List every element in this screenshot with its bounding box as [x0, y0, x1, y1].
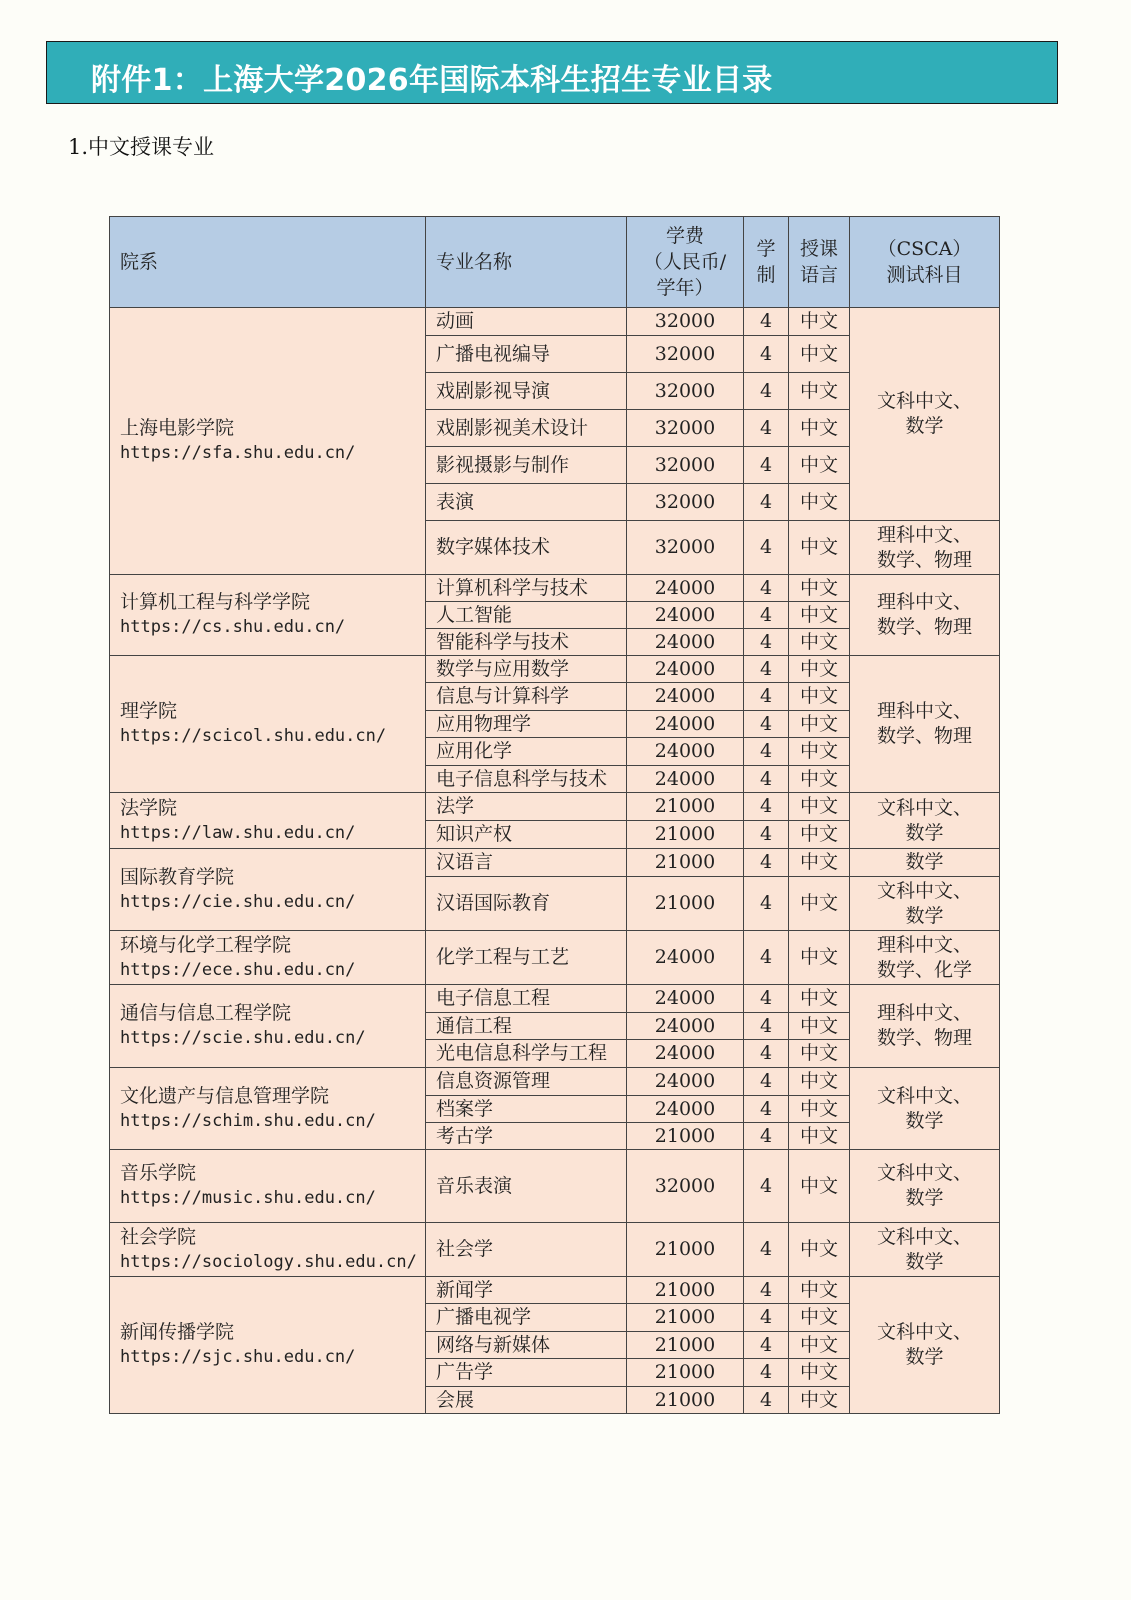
major-name: 表演 [426, 484, 627, 521]
teaching-language: 中文 [789, 1068, 850, 1096]
major-catalog-table [109, 216, 1000, 1414]
table-row [110, 1150, 1000, 1223]
dept-name: 新闻传播学院 [120, 1321, 235, 1343]
teaching-language: 中文 [789, 336, 850, 373]
test-subjects [850, 849, 1000, 877]
tuition-fee: 21000 [627, 1123, 744, 1150]
major-name: 戏剧影视导演 [426, 373, 627, 410]
table-row [110, 308, 1000, 336]
test-subject-line: 数学 [905, 1250, 944, 1273]
test-subjects [850, 1068, 1000, 1150]
test-subjects [850, 931, 1000, 985]
major-name: 信息资源管理 [426, 1068, 627, 1096]
dept-url-link[interactable]: https://scie.shu.edu.cn/ [120, 1028, 366, 1048]
dept-cell [110, 849, 426, 931]
study-years: 4 [744, 602, 789, 629]
dept-cell [110, 656, 426, 793]
tuition-fee: 24000 [627, 656, 744, 683]
teaching-language: 中文 [789, 1040, 850, 1068]
teaching-language: 中文 [789, 1277, 850, 1304]
dept-name: 通信与信息工程学院 [120, 1002, 292, 1024]
teaching-language: 中文 [789, 1359, 850, 1387]
test-subject-line: 文科中文、 [876, 1321, 972, 1343]
teaching-language: 中文 [789, 766, 850, 793]
tuition-fee: 21000 [627, 821, 744, 849]
tuition-fee: 24000 [627, 1040, 744, 1068]
teaching-language: 中文 [789, 738, 850, 766]
study-years: 4 [744, 821, 789, 849]
test-subject-line: 数学、物理 [876, 1027, 972, 1049]
table-row [110, 985, 1000, 1013]
teaching-language: 中文 [789, 484, 850, 521]
teaching-language: 中文 [789, 447, 850, 484]
major-name: 广播电视学 [426, 1304, 627, 1332]
major-name: 音乐表演 [426, 1150, 627, 1223]
tuition-fee: 21000 [627, 793, 744, 821]
test-subjects [850, 1150, 1000, 1223]
tuition-fee: 21000 [627, 1223, 744, 1277]
tuition-fee: 24000 [627, 985, 744, 1013]
header-fee: 学费 （人民币/ 学年） [627, 217, 744, 308]
teaching-language: 中文 [789, 1013, 850, 1040]
major-name: 汉语言 [426, 849, 627, 877]
study-years: 4 [744, 1068, 789, 1096]
teaching-language: 中文 [789, 683, 850, 711]
dept-name: 环境与化学工程学院 [120, 933, 292, 956]
test-subject-line: 理科中文、 [876, 700, 972, 722]
table-row [110, 575, 1000, 602]
dept-cell [110, 793, 426, 849]
study-years: 4 [744, 1013, 789, 1040]
major-name: 档案学 [426, 1096, 627, 1123]
dept-url-link[interactable]: https://cie.shu.edu.cn/ [120, 891, 356, 912]
study-years: 4 [744, 1123, 789, 1150]
test-subject-line: 数学、物理 [876, 548, 972, 571]
dept-name: 社会学院 [120, 1225, 197, 1248]
test-subjects [850, 985, 1000, 1068]
study-years: 4 [744, 1387, 789, 1414]
study-years: 4 [744, 373, 789, 410]
dept-url-link[interactable]: https://ece.shu.edu.cn/ [120, 959, 356, 980]
tuition-fee: 32000 [627, 336, 744, 373]
title-banner [46, 41, 1058, 104]
teaching-language: 中文 [789, 1150, 850, 1223]
tuition-fee: 24000 [627, 1068, 744, 1096]
dept-cell [110, 985, 426, 1068]
study-years: 4 [744, 931, 789, 985]
tuition-fee: 21000 [627, 1277, 744, 1304]
teaching-language: 中文 [789, 1304, 850, 1332]
study-years: 4 [744, 985, 789, 1013]
study-years: 4 [744, 484, 789, 521]
test-subjects [850, 308, 1000, 521]
dept-name: 文化遗产与信息管理学院 [120, 1084, 330, 1107]
study-years: 4 [744, 766, 789, 793]
teaching-language: 中文 [789, 931, 850, 985]
tuition-fee: 21000 [627, 1359, 744, 1387]
teaching-language: 中文 [789, 602, 850, 629]
tuition-fee: 32000 [627, 410, 744, 447]
study-years: 4 [744, 877, 789, 931]
major-name: 广告学 [426, 1359, 627, 1387]
major-name: 广播电视编导 [426, 336, 627, 373]
major-name: 数字媒体技术 [426, 521, 627, 575]
study-years: 4 [744, 711, 789, 738]
study-years: 4 [744, 575, 789, 602]
tuition-fee: 24000 [627, 711, 744, 738]
dept-url-link[interactable]: https://law.shu.edu.cn/ [120, 822, 356, 843]
dept-url-link[interactable]: https://sfa.shu.edu.cn/ [120, 443, 356, 463]
teaching-language: 中文 [789, 575, 850, 602]
major-name: 计算机科学与技术 [426, 575, 627, 602]
header-years: 学 制 [744, 217, 789, 308]
tuition-fee: 24000 [627, 683, 744, 711]
major-name: 数学与应用数学 [426, 656, 627, 683]
header-lang: 授课 语言 [789, 217, 850, 308]
dept-url-link[interactable]: https://music.shu.edu.cn/ [120, 1188, 376, 1208]
major-name: 光电信息科学与工程 [426, 1040, 627, 1068]
dept-url-link[interactable]: https://schim.shu.edu.cn/ [120, 1110, 376, 1131]
major-name: 新闻学 [426, 1277, 627, 1304]
study-years: 4 [744, 793, 789, 821]
test-subject-line: 数学 [905, 1187, 944, 1209]
tuition-fee: 24000 [627, 766, 744, 793]
study-years: 4 [744, 336, 789, 373]
table-row [110, 793, 1000, 821]
tuition-fee: 32000 [627, 373, 744, 410]
teaching-language: 中文 [789, 877, 850, 931]
header-row [110, 217, 1000, 308]
test-subject-line: 数学 [905, 1109, 944, 1132]
header-major: 专业名称 [426, 217, 627, 308]
test-subjects [850, 793, 1000, 849]
teaching-language: 中文 [789, 711, 850, 738]
tuition-fee: 24000 [627, 931, 744, 985]
tuition-fee: 32000 [627, 484, 744, 521]
test-subject-line: 数学 [905, 1346, 944, 1368]
major-name: 考古学 [426, 1123, 627, 1150]
study-years: 4 [744, 308, 789, 336]
major-name: 电子信息工程 [426, 985, 627, 1013]
major-name: 法学 [426, 793, 627, 821]
study-years: 4 [744, 1332, 789, 1359]
tuition-fee: 21000 [627, 849, 744, 877]
teaching-language: 中文 [789, 1332, 850, 1359]
test-subject-line: 文科中文、 [876, 1162, 972, 1184]
major-name: 汉语国际教育 [426, 877, 627, 931]
major-name: 智能科学与技术 [426, 629, 627, 656]
tuition-fee: 21000 [627, 1387, 744, 1414]
dept-name: 音乐学院 [120, 1162, 197, 1184]
dept-cell [110, 1068, 426, 1150]
teaching-language: 中文 [789, 985, 850, 1013]
tuition-fee: 32000 [627, 308, 744, 336]
study-years: 4 [744, 738, 789, 766]
major-name: 化学工程与工艺 [426, 931, 627, 985]
major-name: 戏剧影视美术设计 [426, 410, 627, 447]
tuition-fee: 21000 [627, 1332, 744, 1359]
study-years: 4 [744, 1040, 789, 1068]
test-subject-line: 数学 [905, 821, 944, 844]
tuition-fee: 32000 [627, 1150, 744, 1223]
tuition-fee: 24000 [627, 629, 744, 656]
study-years: 4 [744, 656, 789, 683]
study-years: 4 [744, 1359, 789, 1387]
tuition-fee: 21000 [627, 877, 744, 931]
teaching-language: 中文 [789, 410, 850, 447]
dept-url-link[interactable]: https://cs.shu.edu.cn/ [120, 617, 346, 637]
dept-url-link[interactable]: https://sociology.shu.edu.cn/ [120, 1251, 417, 1272]
major-name: 应用物理学 [426, 711, 627, 738]
major-name: 社会学 [426, 1223, 627, 1277]
dept-name: 国际教育学院 [120, 865, 235, 888]
table-row [110, 1277, 1000, 1304]
tuition-fee: 32000 [627, 521, 744, 575]
major-name: 会展 [426, 1387, 627, 1414]
dept-name: 上海电影学院 [120, 417, 235, 439]
teaching-language: 中文 [789, 1123, 850, 1150]
table-row [110, 1068, 1000, 1096]
teaching-language: 中文 [789, 821, 850, 849]
section-heading: 1.中文授课专业 [68, 135, 215, 159]
teaching-language: 中文 [789, 793, 850, 821]
dept-cell [110, 1277, 426, 1414]
major-name: 电子信息科学与技术 [426, 766, 627, 793]
dept-cell [110, 308, 426, 575]
tuition-fee: 24000 [627, 1013, 744, 1040]
teaching-language: 中文 [789, 1223, 850, 1277]
dept-cell [110, 1223, 426, 1277]
major-name: 知识产权 [426, 821, 627, 849]
study-years: 4 [744, 849, 789, 877]
test-subject-line: 数学 [905, 415, 944, 437]
major-name: 应用化学 [426, 738, 627, 766]
test-subject-line: 文科中文、 [876, 390, 972, 412]
study-years: 4 [744, 1277, 789, 1304]
major-name: 信息与计算科学 [426, 683, 627, 711]
major-name: 人工智能 [426, 602, 627, 629]
test-subjects [850, 656, 1000, 793]
test-subject-line: 理科中文、 [876, 933, 972, 956]
teaching-language: 中文 [789, 656, 850, 683]
test-subject-line: 数学、物理 [876, 616, 972, 638]
test-subject-line: 数学、物理 [876, 725, 972, 747]
test-subject-line: 理科中文、 [876, 523, 972, 546]
dept-cell [110, 575, 426, 656]
dept-cell [110, 1150, 426, 1223]
dept-cell [110, 931, 426, 985]
dept-name: 法学院 [120, 796, 178, 819]
major-name: 通信工程 [426, 1013, 627, 1040]
table-row [110, 931, 1000, 985]
dept-url-link[interactable]: https://sjc.shu.edu.cn/ [120, 1347, 356, 1367]
test-subject-line: 数学、化学 [876, 958, 972, 981]
test-subject-line: 理科中文、 [876, 591, 972, 613]
dept-url-link[interactable]: https://scicol.shu.edu.cn/ [120, 726, 387, 746]
test-subject-line: 文科中文、 [876, 879, 972, 902]
table-row [110, 849, 1000, 877]
tuition-fee: 32000 [627, 447, 744, 484]
tuition-fee: 24000 [627, 738, 744, 766]
page-title: 附件1：上海大学2026年国际本科生招生专业目录 [91, 63, 773, 98]
header-dept: 院系 [110, 217, 426, 308]
test-subjects [850, 521, 1000, 575]
teaching-language: 中文 [789, 849, 850, 877]
test-subjects [850, 575, 1000, 656]
test-subjects [850, 877, 1000, 931]
teaching-language: 中文 [789, 308, 850, 336]
study-years: 4 [744, 521, 789, 575]
test-subject-line: 文科中文、 [876, 1084, 972, 1107]
study-years: 4 [744, 1096, 789, 1123]
study-years: 4 [744, 410, 789, 447]
teaching-language: 中文 [789, 629, 850, 656]
tuition-fee: 24000 [627, 575, 744, 602]
table-row [110, 1223, 1000, 1277]
study-years: 4 [744, 629, 789, 656]
major-name: 影视摄影与制作 [426, 447, 627, 484]
study-years: 4 [744, 1304, 789, 1332]
teaching-language: 中文 [789, 1096, 850, 1123]
test-subject-line: 文科中文、 [876, 796, 972, 819]
major-name: 网络与新媒体 [426, 1332, 627, 1359]
test-subjects [850, 1223, 1000, 1277]
teaching-language: 中文 [789, 1387, 850, 1414]
study-years: 4 [744, 447, 789, 484]
test-subject-line: 文科中文、 [876, 1225, 972, 1248]
test-subject-line: 数学 [905, 851, 944, 873]
study-years: 4 [744, 1150, 789, 1223]
dept-name: 理学院 [120, 700, 178, 722]
study-years: 4 [744, 1223, 789, 1277]
tuition-fee: 24000 [627, 602, 744, 629]
teaching-language: 中文 [789, 373, 850, 410]
major-name: 动画 [426, 308, 627, 336]
test-subjects [850, 1277, 1000, 1414]
table-row [110, 656, 1000, 683]
study-years: 4 [744, 683, 789, 711]
teaching-language: 中文 [789, 521, 850, 575]
test-subject-line: 数学 [905, 904, 944, 927]
dept-name: 计算机工程与科学学院 [120, 591, 311, 613]
tuition-fee: 24000 [627, 1096, 744, 1123]
test-subject-line: 理科中文、 [876, 1002, 972, 1024]
tuition-fee: 21000 [627, 1304, 744, 1332]
header-test: （CSCA） 测试科目 [850, 217, 1000, 308]
